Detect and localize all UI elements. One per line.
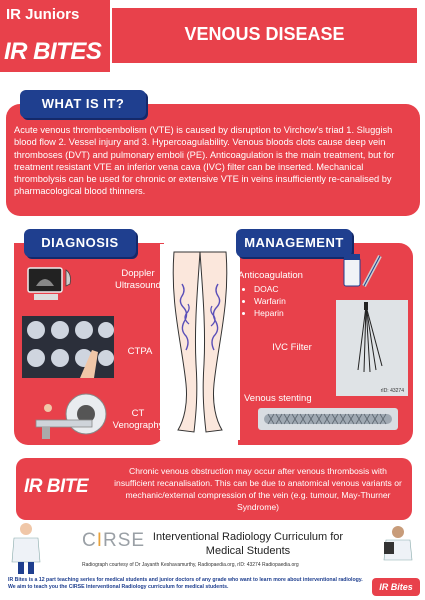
xray-code: rID: 43274 [380, 388, 404, 394]
anticoag-item: • DOAC [254, 283, 310, 295]
what-tab: WHAT IS IT? [20, 90, 146, 118]
page-title: VENOUS DISEASE [184, 24, 345, 44]
ctpa-image [22, 316, 114, 378]
doctor-illustration-right [380, 524, 416, 574]
stent-image [258, 408, 398, 430]
cirse-logo-c: C [82, 530, 97, 551]
management-anticoag: Anticoagulation [238, 270, 303, 281]
ivc-filter-xray [336, 300, 408, 396]
bottom-logo: IR BITE [24, 476, 89, 497]
what-description: Acute venous thromboembolism (VTE) is caused by disruption to Virchow's triad 1. Sluggish blood flow 2. Vessel injury and 3. Hypercoagulability. Venous bloods clots cause deep vein thromboses (DVT) and pulmonary emboli (PE). Anticoagulation is the main treatment, but for treatment resistant VTE an inferior vena cava (IVC) filter can be inserted. Mechanical thrombolysis can be used for chronic or extensive VTE in veins insufficiently re-canalised by pharmacological blood thinners. [14, 125, 395, 197]
footer-badge: IR Bites [372, 578, 420, 596]
diagnosis-item-ctv: CT Venography [112, 408, 164, 431]
diagnosis-tab: DIAGNOSIS [24, 229, 136, 257]
brand-logo: IR BITES [4, 38, 102, 65]
brand-block [0, 0, 110, 72]
anticoag-list [240, 283, 310, 319]
anticoag-item: • Warfarin [254, 295, 310, 307]
title-banner [112, 8, 417, 63]
cirse-logo [82, 530, 145, 552]
curriculum-title: Interventional Radiology Curriculum for Medical Students [152, 531, 344, 557]
medication-image [340, 250, 384, 290]
brand-line1: IR Juniors [6, 6, 80, 23]
management-stenting: Venous stenting [244, 393, 312, 404]
ultrasound-image [26, 264, 76, 304]
anticoag-item: • Heparin [254, 307, 310, 319]
series-blurb: IR Bites is a 12 part teaching series for medical students and junior doctors of any grade who want to learn more about interventional radiology. We aim to teach you the CIRSE Interventional Radiology curriculum for medical students. [8, 577, 363, 590]
diagnosis-item-doppler: Doppler Ultrasound [115, 268, 161, 291]
diagnosis-item-ctpa: CTPA [127, 346, 153, 357]
ct-scanner-image [32, 392, 108, 440]
legs-illustration [160, 244, 240, 440]
cirse-logo-rse: RSE [103, 530, 146, 551]
image-credit: Radiograph courtesy of Dr Jayanth Keshavamurthy, Radiopaedia.org, rID: 43274 Radiopaedia.org [82, 562, 299, 568]
doctor-illustration-left [6, 520, 46, 576]
management-tab: MANAGEMENT [236, 229, 352, 257]
bottom-description: Chronic venous obstruction may occur after venous thrombosis with insufficient recanalisation. This can be due to anatomical venous variants or mechanic/external compression of the vein (e.g. tumour, May-Thurner Syndrome) [114, 466, 402, 512]
management-ivc: IVC Filter [272, 342, 312, 353]
cirse-logo-i: I [96, 530, 104, 551]
